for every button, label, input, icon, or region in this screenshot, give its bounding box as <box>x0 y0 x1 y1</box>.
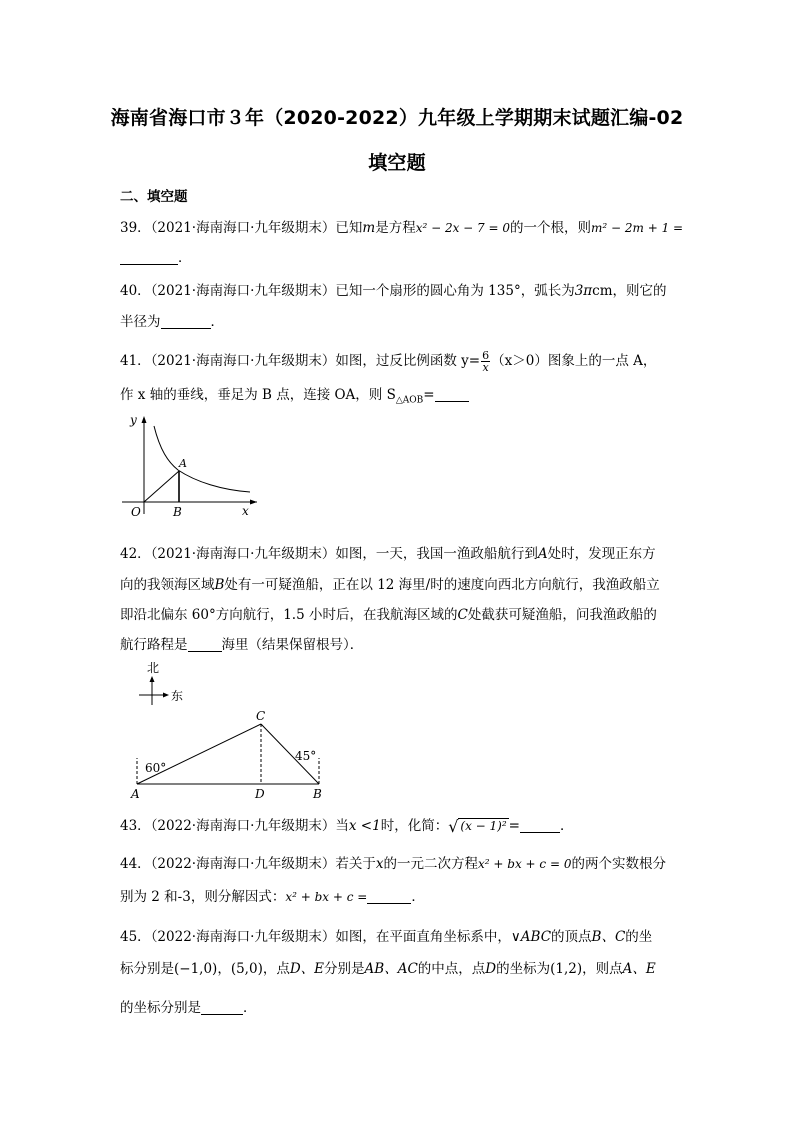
question-number: 45． <box>120 929 151 945</box>
question-text: 的坐标为 <box>496 961 551 977</box>
question-45-line-2 <box>120 960 680 978</box>
inverse-function-graph <box>112 410 262 520</box>
question-45-line-3 <box>120 999 680 1017</box>
question-text: 海里（结果保留根号）． <box>221 637 364 653</box>
punctuation: ． <box>559 818 574 834</box>
answer-blank[interactable] <box>435 387 469 402</box>
question-source: （2022·海南海口·九年级期末） <box>150 929 336 945</box>
segment-OA <box>144 471 179 502</box>
east-arrow-head <box>163 693 169 698</box>
punctuation: ， <box>217 961 231 977</box>
question-41-line-1 <box>120 350 680 373</box>
point-label: D <box>485 961 497 977</box>
point-labels: D、E <box>289 961 325 977</box>
label-angle-60: 60° <box>145 761 167 775</box>
question-39-line-2 <box>120 249 680 267</box>
answer-blank[interactable] <box>188 637 222 652</box>
math-expression: x² + bx + c = <box>285 890 368 904</box>
subscript: △AOB <box>395 395 424 406</box>
segment-labels: AB、AC <box>364 961 418 977</box>
answer-blank[interactable] <box>367 889 411 904</box>
question-41-line-2 <box>120 386 680 410</box>
question-number: 39． <box>120 220 151 236</box>
question-text: 的中点，点 <box>417 961 486 977</box>
answer-blank[interactable] <box>520 818 560 833</box>
math-condition: x <1 <box>348 818 381 834</box>
question-text: 若关于 <box>335 856 376 872</box>
label-x: x <box>242 504 249 518</box>
coordinate: (−1,0) <box>174 961 218 977</box>
question-text: cm，则它的 <box>592 283 667 299</box>
math-expression: 3π <box>574 283 593 299</box>
label-A: A <box>179 457 187 470</box>
punctuation: = <box>508 818 520 834</box>
document-subtitle: 填空题 <box>368 152 426 174</box>
question-text: 的坐标分别是 <box>120 1000 201 1016</box>
question-text: 别为 2 和-3，则分解因式： <box>120 889 286 905</box>
question-text: 向的我领海区域 <box>120 577 215 593</box>
math-equation: x² − 2x − 7 = 0 <box>415 221 511 235</box>
question-text: 处有一可疑渔船，正在以 12 海里/时的速度向西北方向航行，我渔政船立 <box>224 577 660 593</box>
point-labels: A、E <box>622 961 656 977</box>
label-y: y <box>130 413 137 427</box>
question-42-line-4 <box>120 636 680 654</box>
fraction-numerator: 6 <box>482 349 490 362</box>
question-text: 的两个实数根分 <box>571 856 666 872</box>
question-text: （x＞0）图象上的一点 A， <box>491 353 657 369</box>
question-42-line-1 <box>120 545 680 563</box>
question-43-line-1 <box>120 817 680 836</box>
punctuation: ． <box>178 250 192 266</box>
question-text: 如图，在平面直角坐标系中， <box>335 929 511 945</box>
y-axis-arrow <box>142 416 147 423</box>
coordinate: (1,2) <box>550 961 583 977</box>
question-source: （2021·海南海口·九年级期末） <box>150 546 336 562</box>
question-number: 42． <box>120 546 151 562</box>
question-source: （2021·海南海口·九年级期末） <box>150 220 336 236</box>
question-text: 当 <box>335 818 349 834</box>
question-text: 的坐 <box>625 929 653 945</box>
label-C: C <box>256 709 266 723</box>
point-label: C <box>457 607 468 623</box>
label-B: B <box>313 787 322 801</box>
question-text: ，则点 <box>582 961 623 977</box>
point-label: B <box>214 577 225 593</box>
point-labels: B、C <box>591 929 626 945</box>
answer-blank[interactable] <box>120 250 178 265</box>
question-text: 如图，过反比例函数 y= <box>335 353 481 369</box>
punctuation: ． <box>210 314 224 330</box>
math-expression: m² − 2m + 1 = <box>591 221 684 235</box>
question-42-line-2 <box>120 576 680 594</box>
math-triangle: ∨ABC <box>510 929 552 945</box>
question-text: 航行路程是 <box>120 637 188 653</box>
question-number: 41． <box>120 353 151 369</box>
question-42-line-3 <box>120 606 680 624</box>
math-equation: x² + bx + c = 0 <box>478 857 572 871</box>
question-text: 即沿北偏东 60°方向航行，1.5 小时后，在我航海区域的 <box>120 607 458 623</box>
question-text: 的一元二次方程 <box>383 856 479 872</box>
question-text: 的一个根，则 <box>510 220 592 236</box>
question-text: 半径为 <box>120 314 161 330</box>
answer-blank[interactable] <box>161 314 211 329</box>
fraction <box>481 350 490 373</box>
question-40-line-2 <box>120 313 680 331</box>
x-axis-arrow <box>250 500 257 505</box>
navigation-triangle-diagram <box>125 658 340 803</box>
question-number: 43． <box>120 818 151 834</box>
question-text: 是方程 <box>375 220 416 236</box>
question-text: 时，化简： <box>380 818 449 834</box>
label-D: D <box>255 787 265 801</box>
question-number: 40． <box>120 283 151 299</box>
north-arrow-head <box>150 676 155 682</box>
hyperbola-curve <box>154 426 250 492</box>
question-text: 作 x 轴的垂线，垂足为 B 点，连接 OA，则 S <box>120 387 396 403</box>
question-39-line-1 <box>120 219 684 237</box>
label-angle-45: 45° <box>295 749 317 763</box>
punctuation: ． <box>243 1000 257 1016</box>
question-44-line-1 <box>120 855 680 873</box>
sqrt-symbol: √ <box>448 817 459 836</box>
question-text: ，点 <box>262 961 290 977</box>
point-label: A <box>537 546 548 562</box>
question-source: （2021·海南海口·九年级期末） <box>150 283 336 299</box>
label-O: O <box>131 505 141 519</box>
fraction-denominator: x <box>482 361 489 374</box>
question-number: 44． <box>120 856 151 872</box>
punctuation: ． <box>411 889 425 905</box>
question-source: （2022·海南海口·九年级期末） <box>150 818 336 834</box>
question-text: 分别是 <box>324 961 365 977</box>
question-text: 标分别是 <box>120 961 174 977</box>
question-text: 已知 <box>335 220 363 236</box>
coordinate: (5,0) <box>230 961 263 977</box>
question-source: （2021·海南海口·九年级期末） <box>150 353 336 369</box>
label-B: B <box>173 505 182 519</box>
label-north: 北 <box>147 661 160 675</box>
question-text: 处时，发现正东方 <box>547 546 656 562</box>
segment-AC <box>137 724 261 784</box>
section-heading: 二、填空题 <box>120 189 188 205</box>
punctuation: = <box>423 387 435 403</box>
question-40-line-1 <box>120 282 680 300</box>
question-45-line-1 <box>120 928 680 946</box>
answer-blank[interactable] <box>201 1000 243 1015</box>
question-44-line-2 <box>120 888 680 906</box>
question-text: 的顶点 <box>551 929 592 945</box>
math-variable: x <box>375 856 384 872</box>
math-variable: m <box>362 220 376 236</box>
radicand: (x − 1)² <box>460 819 507 833</box>
question-text: 已知一个扇形的圆心角为 135°，弧长为 <box>335 283 575 299</box>
document-title: 海南省海口市３年（2020-2022）九年级上学期期末试题汇编-02 <box>110 107 684 129</box>
question-text: 处截获可疑渔船，问我渔政船的 <box>467 607 657 623</box>
label-east: 东 <box>171 689 184 703</box>
question-text: 如图，一天，我国一渔政船航行到 <box>335 546 538 562</box>
question-source: （2022·海南海口·九年级期末） <box>150 856 336 872</box>
label-A: A <box>131 787 140 801</box>
